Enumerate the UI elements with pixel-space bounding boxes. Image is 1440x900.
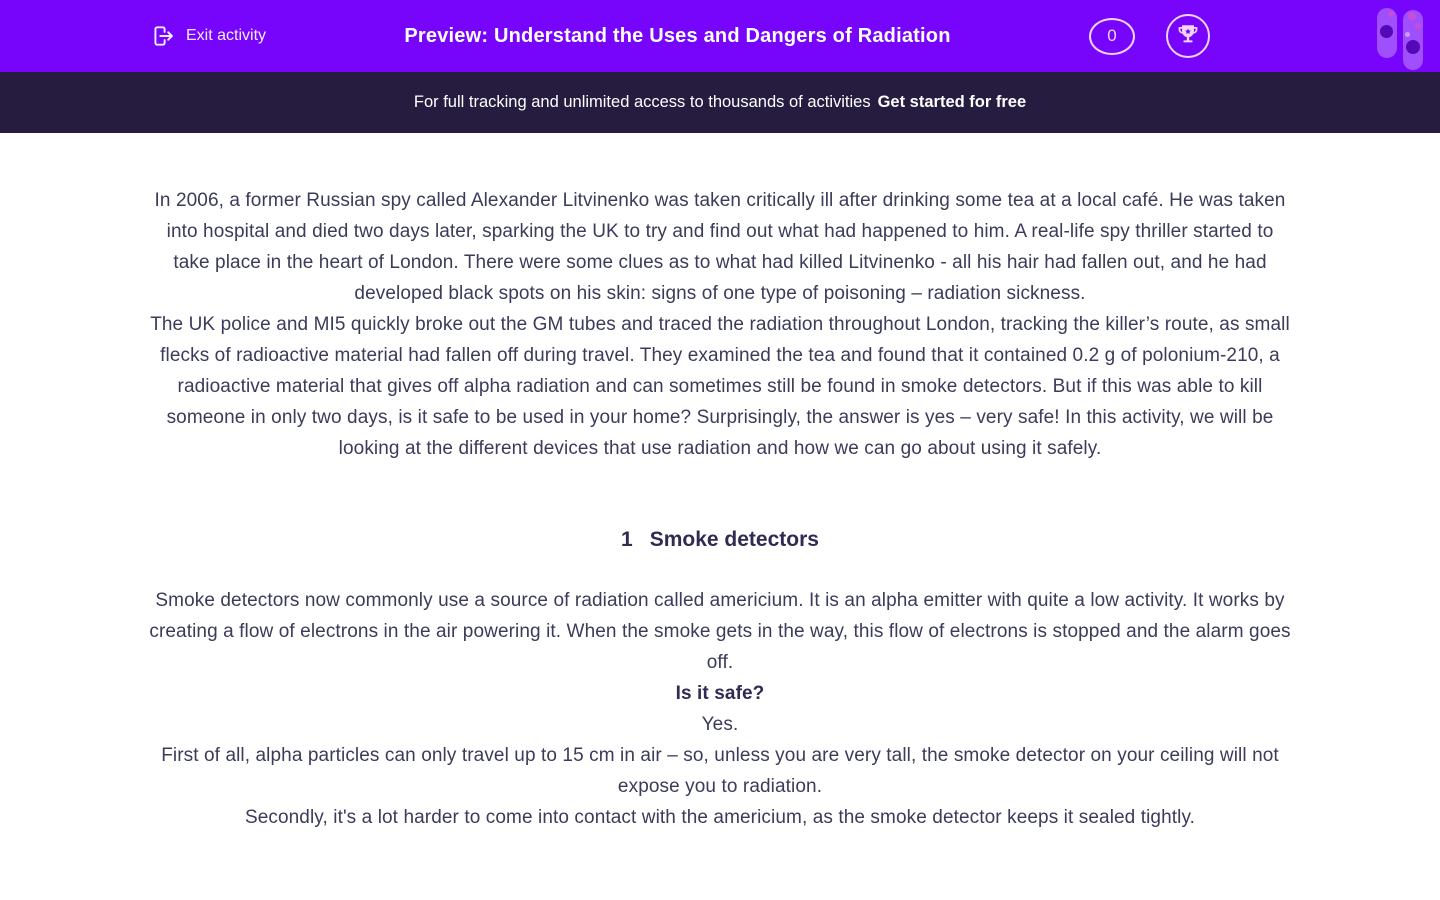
score-value: 0 [1107,26,1117,45]
promo-text: For full tracking and unlimited access to thousands of activities [413,93,871,111]
section-number: 1 [621,528,633,551]
safety-point-2: Secondly, it's a lot harder to come into contact with the americium, as the smoke detector keeps it sealed tightly. [244,807,1196,828]
test-tube-icon [1403,10,1423,70]
intro-paragraph-1: In 2006, a former Russian spy called Alexander Litvinenko was taken critically ill after drinking some tea at a local café. He was taken into hospital and died two days later, sparking the UK to try and find out what had happened to him. A real-life spy thriller started to take place in the heart of London. There were some clues as to what had killed Litvinenko - all his hair had fallen out, and he had developed black spots on his skin: signs of one type of poisoning – radiation sickness. [154,190,1286,304]
intro-paragraph-2: The UK police and MI5 quickly broke out the GM tubes and traced the radiation throughout London, tracking the killer’s route, as small flecks of radioactive material had fallen off during travel. They examined the tea and found that it contained 0.2 g of polonium-210, a radioactive material that gives off alpha radiation and can sometimes still be found in smoke detectors. But if this was able to kill someone in only two days, is it safe to be used in your home? Surprisingly, the answer is yes – very safe! In this activity, we will be looking at the different devices that use radiation and how we can go about using it safely. [150,314,1290,459]
app-header [0,0,1440,72]
score-badge [1089,18,1135,55]
page-title: Preview: Understand the Uses and Dangers of Radiation [404,24,951,47]
section-title: Smoke detectors [649,528,819,551]
test-tube-icon [1377,8,1397,58]
safety-point-1: First of all, alpha particles can only travel up to 15 cm in air – so, unless you are very tall, the smoke detector on your ceiling will not expose you to radiation. [161,745,1279,797]
test-tubes-decoration [1375,0,1427,72]
exit-door-arrow-icon [150,23,176,49]
trophy-icon [1175,22,1201,51]
exit-activity-button[interactable] [150,23,266,49]
is-it-safe-subheading: Is it safe? [675,683,765,704]
section-paragraph: Smoke detectors now commonly use a source of radiation called americium. It is an alpha emitter with quite a low activity. It works by creating a flow of electrons in the air powering it. When the smoke gets in the way, this flow of electrons is stopped and the alarm goes off. [149,590,1291,673]
exit-activity-label: Exit activity [186,27,267,44]
get-started-link[interactable]: Get started for free [877,93,1027,111]
activity-content [148,133,1293,833]
answer-line: Yes. [701,714,739,735]
trophy-button[interactable] [1166,14,1210,58]
section-heading [148,524,1293,555]
promo-banner [0,72,1440,133]
